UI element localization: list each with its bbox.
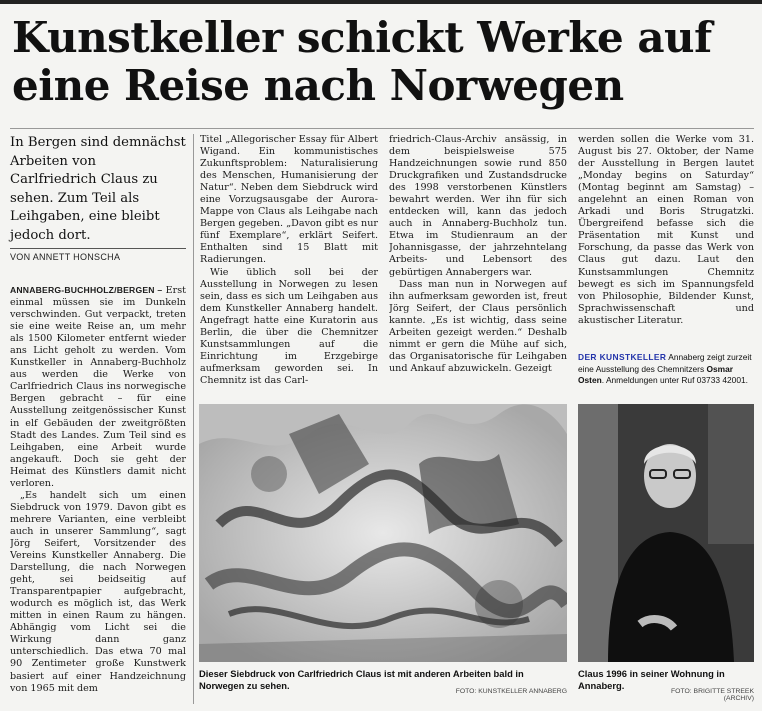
artwork-photo-credit: FOTO: KUNSTKELLER ANNABERG — [455, 688, 567, 695]
portrait-photo — [578, 404, 754, 662]
artwork-caption: Dieser Siebdruck von Carlfriedrich Claus ist mit anderen Arbeiten bald in Norwegen zu sehen. — [199, 668, 524, 691]
headline: Kunstkeller schickt Werke auf eine Reise nach Norwegen — [12, 13, 712, 110]
article-column-4 — [578, 134, 754, 344]
article-paragraph: Dass man nun in Norwegen auf ihn aufmerksam geworden ist, freut Jörg Seifert, der Claus persönlich kannte. „Es ist wichtig, dass seine Arbeiten gezeigt werden.“ Deshalb nimmt er gern die Mühe auf sich, das Organisatorische für Leihgaben und Ankauf abzuwickeln. Gezeigt — [389, 278, 567, 374]
article-column-1 — [10, 284, 186, 706]
article-paragraph: Wie üblich soll bei der Ausstellung in Norwegen zu lesen sein, dass es sich um Leihgaben aus dem Kunstkeller Annaberg handelt. Angefragt hatte eine Kuratorin aus Berlin, die über die Chemnitzer Kunstsammlungen auf die Einrichtung im Erzgebirge aufmerksam geworden sei. In Chemnitz ist das Carl- — [200, 266, 378, 386]
lead-paragraph: In Bergen sind demnächst Arbeiten von Carlfriedrich Claus zu sehen. Zum Teil als Leihgaben, eine bleibt jedoch dort. — [10, 135, 186, 243]
article-column-3 — [389, 134, 567, 396]
byline: VON ANNETT HONSCHA — [10, 248, 186, 262]
portrait-photo-credit: FOTO: BRIGITTE STREEK (ARCHIV) — [671, 688, 754, 702]
screenprint-image — [199, 404, 567, 662]
top-rule — [0, 0, 762, 4]
headline-rule — [10, 128, 754, 129]
article-paragraph: werden sollen die Werke vom 31. August bis 27. Oktober, der Name der Ausstellung in Bergen lautet „Monday begins on Saturday“ (Montag beginnt am Samstag) – angelehnt an einen Roman von Arkadi und Boris Strugatzki. Übergreifend befasse sich die Präsentation mit Kunst und Forschung, da passe das Werk von Claus gut dazu. Laut den Kunstsammlungen Chemnitz bewegt es sich im Spannungsfeld von Philosophie, Bildender Kunst, Sprachwissenschaft und akustischer Literatur. — [578, 134, 754, 326]
column-divider — [193, 134, 194, 704]
portrait-image — [578, 404, 754, 662]
info-tail: . Anmeldungen unter Ruf 03733 42001. — [601, 375, 748, 386]
artwork-photo — [199, 404, 567, 662]
article-column-2 — [200, 134, 378, 396]
article-paragraph — [10, 284, 186, 490]
paragraph-text: Erst einmal müssen sie im Dunkeln verschwinden. Gut verpackt, treten sie eine weite Reise an, um mehr als 1500 Kilometer entfernt wieder ans Licht geholt zu werden. Vom Kunstkeller in Annaberg-Buchholz aus werden die Werke von Carlfriedrich Claus ins norwegische Bergen gebracht – für eine Ausstellung zeitgenössischer Kunst in elf Gebäuden der zweitgrößten Stadt des Landes. Zum Teil sind es Leihgaben, eine Arbeit wurde angekauft. Doch sie geht der Heimat des Künstlers damit nicht verloren. — [10, 285, 186, 489]
article-paragraph: friedrich-Claus-Archiv ansässig, in dem beispielsweise 575 Handzeichnungen sowie rund 850 Druckgrafiken und Zustandsdrucke des 1998 verstorbenen Künstlers bewahrt werden. Wer ihn für sich entdecken will, kann das jedoch auch in Annaberg-Buchholz tun. Etwa im Studienraum an der Johannisgasse, der jahrzehntelang Arbeits- und Lebensort des gebürtigen Annabergers war. — [389, 134, 567, 278]
portrait-caption: Claus 1996 in seiner Wohnung in Annaberg. — [578, 668, 725, 691]
info-text: Annaberg zeigt zurzeit eine Ausstellung des Chemnitzers — [578, 352, 752, 374]
article-paragraph: Titel „Allegorischer Essay für Albert Wigand. Ein kommunistisches Zukunftsproblem: Naturalisierung des Menschen, Humanisierung der Natur“. Neben dem Siebdruck wird eine Vorzugsausgabe der Aurora-Mappe von Claus als Leihgabe nach Bergen gegeben. „Davon gibt es nur fünf Exemplare“, erklärt Seifert. Enthalten sind 15 Blatt mit Radierungen. — [200, 134, 378, 266]
article-paragraph: „Es handelt sich um einen Siebdruck von 1979. Davon gibt es mehrere Varianten, eine verbleibt auch in unserer Sammlung“, sagt Jörg Seifert, Vorsitzender des Vereins Kunstkeller Annaberg. Die Darstellung, die nach Norwegen geht, sei beidseitig auf Transparentpapier aufgebracht, wodurch es möglich ist, das Werk mitten in einen Raum zu hängen. Abhängig vom Licht sei die Wirkung dann ganz unterschiedlich. Das etwa 70 mal 90 Zentimeter große Kunstwerk basiert auf einer Handzeichnung von 1965 mit dem — [10, 489, 186, 694]
info-name: Osmar Osten — [578, 363, 734, 386]
info-label: DER KUNSTKELLER — [578, 352, 667, 362]
info-box — [578, 352, 754, 387]
dateline: ANNABERG-BUCHHOLZ/BERGEN – — [10, 285, 163, 295]
